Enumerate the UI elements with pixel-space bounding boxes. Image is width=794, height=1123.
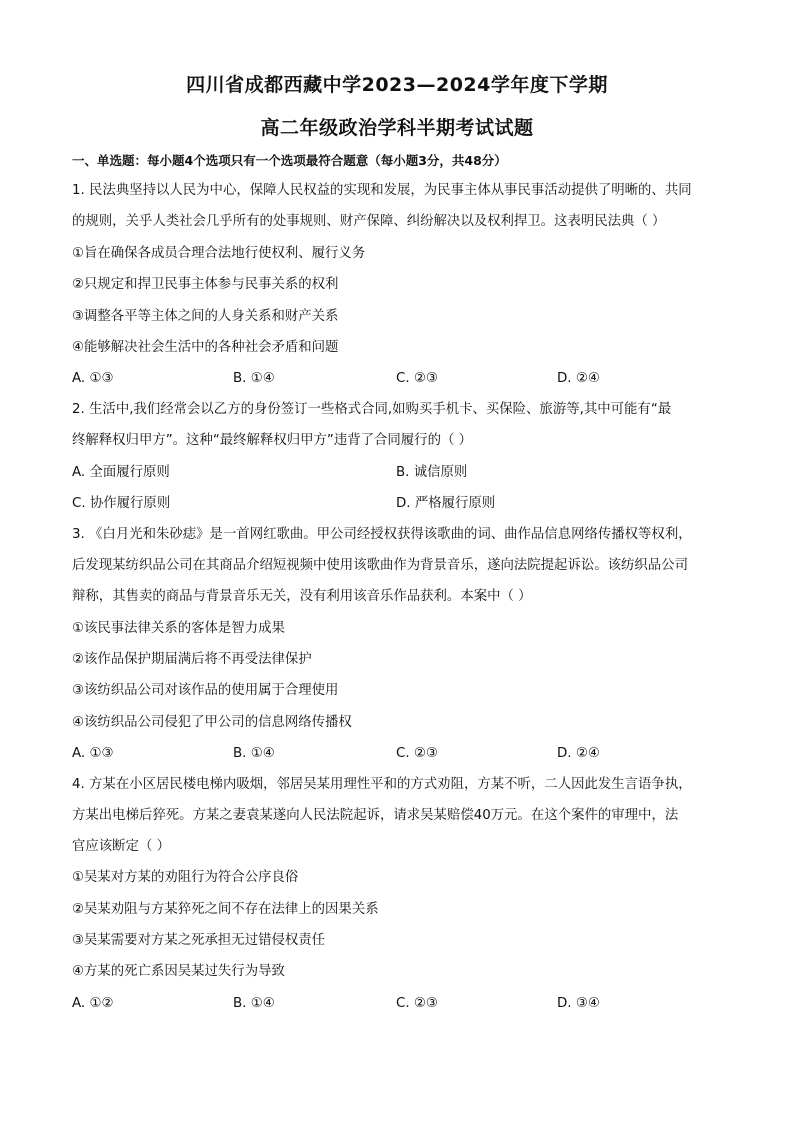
question-1-stem-line-1: 1. 民法典坚持以人民为中心，保障人民权益的实现和发展，为民事主体从事民事活动提供了明晰的、共同	[72, 183, 692, 198]
question-2-choice-b: B. 诚信原则	[396, 465, 468, 480]
question-3-item-4: ④该纺织品公司侵犯了甲公司的信息网络传播权	[72, 715, 352, 730]
question-4-stem-line-1: 4. 方某在小区居民楼电梯内吸烟，邻居吴某用理性平和的方式劝阻，方某不听，二人因此发生言语争执，	[72, 777, 692, 792]
question-1-choice-a: A. ①③	[72, 371, 114, 386]
question-3-choice-d: D. ②④	[557, 746, 600, 761]
exam-title-line1: 四川省成都西藏中学2023—2024学年度下学期	[186, 74, 608, 96]
question-3-choice-b: B. ①④	[233, 746, 275, 761]
question-2-stem-line-2: 终解释权归甲方”。这种“最终解释权归甲方”违背了合同履行的（ ）	[72, 433, 473, 448]
question-1-choice-b: B. ①④	[233, 371, 275, 386]
question-3-item-1: ①该民事法律关系的客体是智力成果	[72, 621, 285, 636]
question-1-item-2: ②只规定和捍卫民事主体参与民事关系的权利	[72, 277, 339, 292]
question-1-choice-c: C. ②③	[396, 371, 438, 386]
question-1-choice-d: D. ②④	[557, 371, 600, 386]
exam-title-line2: 高二年级政治学科半期考试试题	[260, 117, 534, 139]
question-2-choice-c: C. 协作履行原则	[72, 496, 171, 511]
question-2-choice-d: D. 严格履行原则	[396, 496, 496, 511]
question-1-stem-line-2: 的规则，关乎人类社会几乎所有的处事规则、财产保障、纠纷解决以及权利捍卫。这表明民法典（ ）	[72, 214, 666, 229]
question-4-item-4: ④方某的死亡系因吴某过失行为导致	[72, 964, 285, 979]
question-4-choice-a: A. ①②	[72, 996, 114, 1011]
question-4-item-1: ①吴某对方某的劝阻行为符合公序良俗	[72, 870, 299, 885]
question-3-choice-a: A. ①③	[72, 746, 114, 761]
question-3-stem-line-1: 3. 《白月光和朱砂痣》是一首网红歌曲。甲公司经授权获得该歌曲的词、曲作品信息网络传播权等权利，	[72, 527, 692, 542]
question-1-item-4: ④能够解决社会生活中的各种社会矛盾和问题	[72, 340, 339, 355]
question-3-item-3: ③该纺织品公司对该作品的使用属于合理使用	[72, 683, 339, 698]
question-4-choice-d: D. ③④	[557, 996, 600, 1011]
question-2-stem-line-1: 2. 生活中,我们经常会以乙方的身份签订一些格式合同,如购买手机卡、买保险、旅游等,其中可能有“最	[72, 402, 672, 417]
question-1-item-1: ①旨在确保各成员合理合法地行使权利、履行义务	[72, 246, 366, 261]
question-3-choice-c: C. ②③	[396, 746, 438, 761]
question-3-item-2: ②该作品保护期届满后将不再受法律保护	[72, 652, 312, 667]
question-1-item-3: ③调整各平等主体之间的人身关系和财产关系	[72, 309, 339, 324]
question-4-item-2: ②吴某劝阻与方某猝死之间不存在法律上的因果关系	[72, 902, 379, 917]
question-4-choice-c: C. ②③	[396, 996, 438, 1011]
question-2-choice-a: A. 全面履行原则	[72, 465, 170, 480]
question-3-stem-line-3: 辩称，其售卖的商品与背景音乐无关，没有利用该音乐作品获利。本案中（ ）	[72, 589, 532, 604]
question-4-stem-line-3: 官应该断定（ ）	[72, 839, 170, 854]
question-4-item-3: ③吴某需要对方某之死承担无过错侵权责任	[72, 933, 326, 948]
section-heading: 一、单选题：每小题4个选项只有一个选项最符合题意（每小题3分，共48分）	[72, 153, 507, 168]
question-4-stem-line-2: 方某出电梯后猝死。方某之妻袁某遂向人民法院起诉，请求吴某赔偿40万元。在这个案件的审理中，法	[72, 808, 679, 823]
question-4-choice-b: B. ①④	[233, 996, 275, 1011]
question-3-stem-line-2: 后发现某纺织品公司在其商品介绍短视频中使用该歌曲作为背景音乐，遂向法院提起诉讼。该纺织品公司	[72, 558, 688, 573]
